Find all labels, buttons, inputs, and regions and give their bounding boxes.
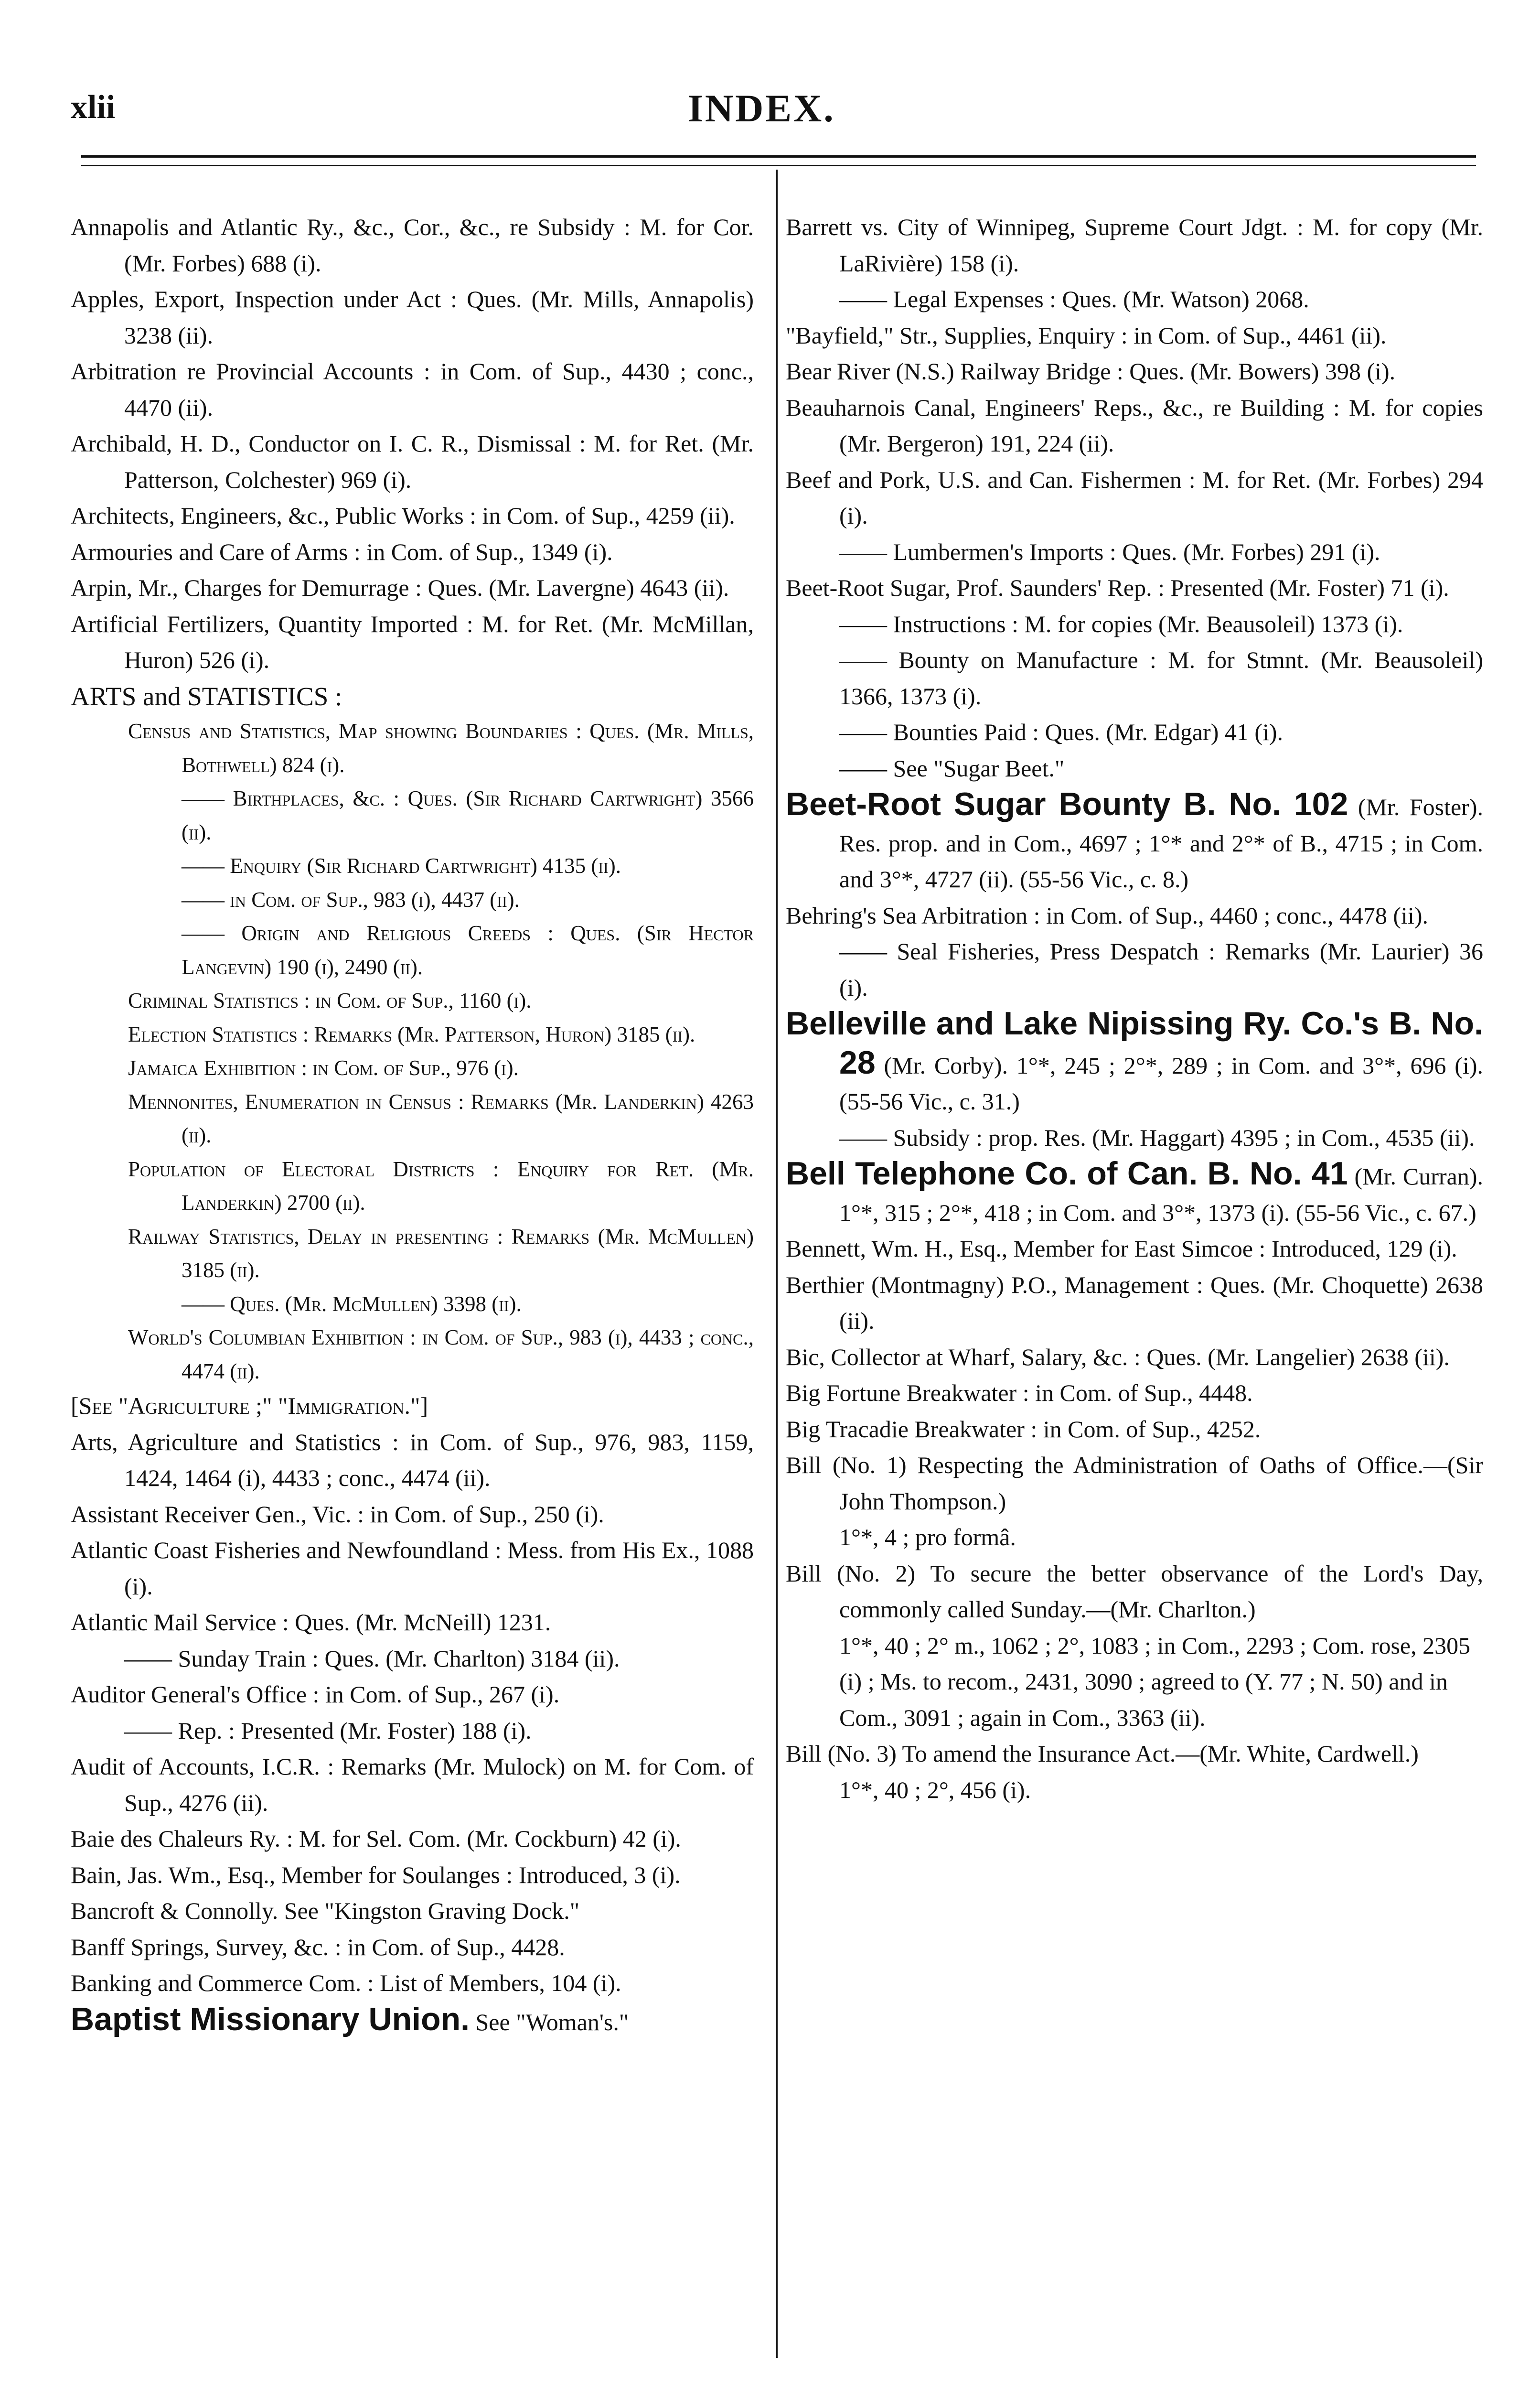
index-entry-continuation: —— Bounties Paid : Ques. (Mr. Edgar) 41 (i). bbox=[839, 719, 1283, 745]
index-entry: Atlantic Mail Service : Ques. (Mr. McNeill) 1231. bbox=[71, 1609, 551, 1636]
index-subentry: Mennonites, Enumeration in Census : Remarks (Mr. Landerkin) 4263 (ii). bbox=[128, 1089, 754, 1147]
index-entry: Bain, Jas. Wm., Esq., Member for Soulanges : Introduced, 3 (i). bbox=[71, 1861, 681, 1888]
index-column-right bbox=[786, 209, 1483, 1808]
index-subentry: Election Statistics : Remarks (Mr. Patterson, Huron) 3185 (ii). bbox=[128, 1022, 695, 1046]
index-entry: Big Tracadie Breakwater : in Com. of Sup., 4252. bbox=[786, 1415, 1261, 1442]
bill-title: Belleville and Lake Nipissing Ry. Co.'s B. No. 28 bbox=[786, 1005, 1483, 1081]
header-rule-thin bbox=[81, 165, 1476, 166]
index-entry: Banking and Commerce Com. : List of Members, 104 (i). bbox=[71, 1969, 621, 1996]
index-entry: Bill (No. 2) To secure the better observance of the Lord's Day, commonly called Sunday.—(Mr. Charlton.) bbox=[786, 1560, 1483, 1623]
index-entry-continuation: —— Seal Fisheries, Press Despatch : Remarks (Mr. Laurier) 36 (i). bbox=[839, 938, 1483, 1001]
column-divider bbox=[776, 170, 778, 2358]
index-entry: Bancroft & Connolly. See "Kingston Graving Dock." bbox=[71, 1897, 580, 1924]
index-entry: Banff Springs, Survey, &c. : in Com. of Sup., 4428. bbox=[71, 1933, 565, 1960]
index-bill-entry bbox=[786, 1156, 1483, 1231]
index-entry: Assistant Receiver Gen., Vic. : in Com. of Sup., 250 (i). bbox=[71, 1500, 604, 1528]
index-entry: Bennett, Wm. H., Esq., Member for East Simcoe : Introduced, 129 (i). bbox=[786, 1235, 1457, 1262]
page-header bbox=[0, 0, 1540, 182]
index-entry: Beef and Pork, U.S. and Can. Fishermen : M. for Ret. (Mr. Forbes) 294 (i). bbox=[786, 466, 1483, 529]
index-subentry-continuation: —— Birthplaces, &c. : Ques. (Sir Richard Cartwright) 3566 (ii). bbox=[182, 786, 754, 844]
index-entry: Atlantic Coast Fisheries and Newfoundland : Mess. from His Ex., 1088 (i). bbox=[71, 1537, 754, 1600]
index-bill-entry bbox=[71, 2002, 754, 2041]
index-entry: Archibald, H. D., Conductor on I. C. R., Dismissal : M. for Ret. (Mr. Patterson, Colchester) 969 (i). bbox=[71, 430, 754, 493]
index-entry: Beet-Root Sugar, Prof. Saunders' Rep. : Presented (Mr. Foster) 71 (i). bbox=[786, 574, 1449, 601]
bill-title: Bell Telephone Co. of Can. B. No. 41 bbox=[786, 1155, 1348, 1192]
index-subentry: Census and Statistics, Map showing Boundaries : Ques. (Mr. Mills, Bothwell) 824 (i). bbox=[128, 719, 754, 777]
bill-title: Baptist Missionary Union. bbox=[71, 2001, 470, 2037]
index-entry-detail: 1°*, 40 ; 2°, 456 (i). bbox=[839, 1776, 1031, 1803]
index-entry: "Bayfield," Str., Supplies, Enquiry : in Com. of Sup., 4461 (ii). bbox=[786, 322, 1387, 349]
index-subentry: Population of Electoral Districts : Enquiry for Ret. (Mr. Landerkin) 2700 (ii). bbox=[128, 1157, 754, 1215]
index-entry: Apples, Export, Inspection under Act : Ques. (Mr. Mills, Annapolis) 3238 (ii). bbox=[71, 286, 754, 349]
index-entry: Bic, Collector at Wharf, Salary, &c. : Ques. (Mr. Langelier) 2638 (ii). bbox=[786, 1343, 1450, 1370]
index-entry: Bear River (N.S.) Railway Bridge : Ques. (Mr. Bowers) 398 (i). bbox=[786, 358, 1396, 385]
index-subentry-continuation: —— in Com. of Sup., 983 (i), 4437 (ii). bbox=[182, 887, 520, 912]
bill-details: See "Woman's." bbox=[470, 2008, 629, 2035]
index-entry: Baie des Chaleurs Ry. : M. for Sel. Com. (Mr. Cockburn) 42 (i). bbox=[71, 1825, 681, 1852]
index-cross-reference: [See "Agriculture ;" "Immigration."] bbox=[71, 1392, 428, 1419]
index-bill-entry bbox=[786, 786, 1483, 898]
index-entry: Berthier (Montmagny) P.O., Management : Ques. (Mr. Choquette) 2638 (ii). bbox=[786, 1271, 1483, 1334]
index-subentry-continuation: —— Origin and Religious Creeds : Ques. (Sir Hector Langevin) 190 (i), 2490 (ii). bbox=[182, 921, 754, 979]
index-subentry: World's Columbian Exhibition : in Com. of Sup., 983 (i), 4433 ; conc., 4474 (ii). bbox=[128, 1325, 754, 1383]
index-entry-continuation: —— Instructions : M. for copies (Mr. Beausoleil) 1373 (i). bbox=[839, 610, 1403, 637]
index-entry: Bill (No. 1) Respecting the Administration of Oaths of Office.—(Sir John Thompson.) bbox=[786, 1452, 1483, 1515]
index-subentry-continuation: —— Enquiry (Sir Richard Cartwright) 4135 (ii). bbox=[182, 854, 621, 878]
bill-title: Beet-Root Sugar Bounty B. No. 102 bbox=[786, 786, 1348, 822]
index-entry-detail: 1°*, 4 ; pro formâ. bbox=[839, 1524, 1016, 1550]
index-entry-continuation: —— See "Sugar Beet." bbox=[839, 754, 1065, 782]
index-entry: Auditor General's Office : in Com. of Sup., 267 (i). bbox=[71, 1681, 560, 1708]
index-subentry-continuation: —— Ques. (Mr. McMullen) 3398 (ii). bbox=[182, 1291, 522, 1316]
index-entry-continuation: —— Bounty on Manufacture : M. for Stmnt. (Mr. Beausoleil) 1366, 1373 (i). bbox=[839, 646, 1483, 710]
index-entry: Behring's Sea Arbitration : in Com. of Sup., 4460 ; conc., 4478 (ii). bbox=[786, 902, 1428, 929]
index-entry: Artificial Fertilizers, Quantity Imported : M. for Ret. (Mr. McMillan, Huron) 526 (i). bbox=[71, 610, 754, 673]
index-entry: Barrett vs. City of Winnipeg, Supreme Court Jdgt. : M. for copy (Mr. LaRivière) 158 (i). bbox=[786, 214, 1483, 277]
index-entry: Big Fortune Breakwater : in Com. of Sup., 4448. bbox=[786, 1379, 1253, 1406]
index-entry-continuation: —— Sunday Train : Ques. (Mr. Charlton) 3184 (ii). bbox=[124, 1645, 620, 1672]
index-subentry: Jamaica Exhibition : in Com. of Sup., 976 (i). bbox=[128, 1056, 519, 1080]
bill-details: (Mr. Corby). 1°*, 245 ; 2°*, 289 ; in Com. and 3°*, 696 (i). (55-56 Vic., c. 31.) bbox=[839, 1052, 1483, 1115]
index-entry: Annapolis and Atlantic Ry., &c., Cor., &c., re Subsidy : M. for Cor. (Mr. Forbes) 688 (i). bbox=[71, 214, 754, 277]
index-subentry: Criminal Statistics : in Com. of Sup., 1160 (i). bbox=[128, 989, 532, 1012]
index-entry: Armouries and Care of Arms : in Com. of Sup., 1349 (i). bbox=[71, 538, 613, 565]
index-entry: Architects, Engineers, &c., Public Works : in Com. of Sup., 4259 (ii). bbox=[71, 502, 735, 529]
index-subentry: Railway Statistics, Delay in presenting : Remarks (Mr. McMullen) 3185 (ii). bbox=[128, 1224, 754, 1282]
index-bill-entry bbox=[786, 1006, 1483, 1120]
index-entry: Arbitration re Provincial Accounts : in Com. of Sup., 4430 ; conc., 4470 (ii). bbox=[71, 358, 754, 421]
index-entry: Beauharnois Canal, Engineers' Reps., &c., re Building : M. for copies (Mr. Bergeron) 191, 224 (ii). bbox=[786, 394, 1483, 457]
bill-details: (Mr. Curran). 1°*, 315 ; 2°*, 418 ; in Com. and 3°*, 1373 (i). (55-56 Vic., c. 67.) bbox=[839, 1163, 1483, 1226]
page-title: INDEX. bbox=[688, 86, 835, 130]
index-entry: Arpin, Mr., Charges for Demurrage : Ques. (Mr. Lavergne) 4643 (ii). bbox=[71, 574, 729, 601]
index-entry-continuation: —— Rep. : Presented (Mr. Foster) 188 (i). bbox=[124, 1717, 532, 1744]
index-entry: Arts, Agriculture and Statistics : in Com. of Sup., 976, 983, 1159, 1424, 1464 (i), 4433 ; conc., 4474 (ii). bbox=[71, 1428, 754, 1491]
index-entry: Audit of Accounts, I.C.R. : Remarks (Mr. Mulock) on M. for Com. of Sup., 4276 (ii). bbox=[71, 1753, 754, 1816]
index-entry-continuation: —— Subsidy : prop. Res. (Mr. Haggart) 4395 ; in Com., 4535 (ii). bbox=[839, 1124, 1475, 1151]
header-rule bbox=[81, 155, 1476, 158]
index-section-heading: ARTS and STATISTICS : bbox=[71, 681, 342, 711]
index-entry-detail: 1°*, 40 ; 2° m., 1062 ; 2°, 1083 ; in Com., 2293 ; Com. rose, 2305 (i) ; Ms. to recom., 2431, 3090 ; agreed to (Y. 77 ; N. 50) and in Com., 3091 ; again in Com., 3363 (ii). bbox=[839, 1632, 1471, 1731]
index-entry: Bill (No. 3) To amend the Insurance Act.—(Mr. White, Cardwell.) bbox=[786, 1740, 1419, 1767]
index-entry-continuation: —— Lumbermen's Imports : Ques. (Mr. Forbes) 291 (i). bbox=[839, 538, 1380, 565]
index-entry-continuation: —— Legal Expenses : Ques. (Mr. Watson) 2068. bbox=[839, 286, 1309, 312]
page-number: xlii bbox=[71, 89, 116, 126]
index-column-left bbox=[71, 209, 754, 2040]
bill-details: (Mr. Foster). Res. prop. and in Com., 4697 ; 1°* and 2°* of B., 4715 ; in Com. and 3°*, 4727 (ii). (55-56 Vic., c. 8.) bbox=[839, 794, 1483, 893]
